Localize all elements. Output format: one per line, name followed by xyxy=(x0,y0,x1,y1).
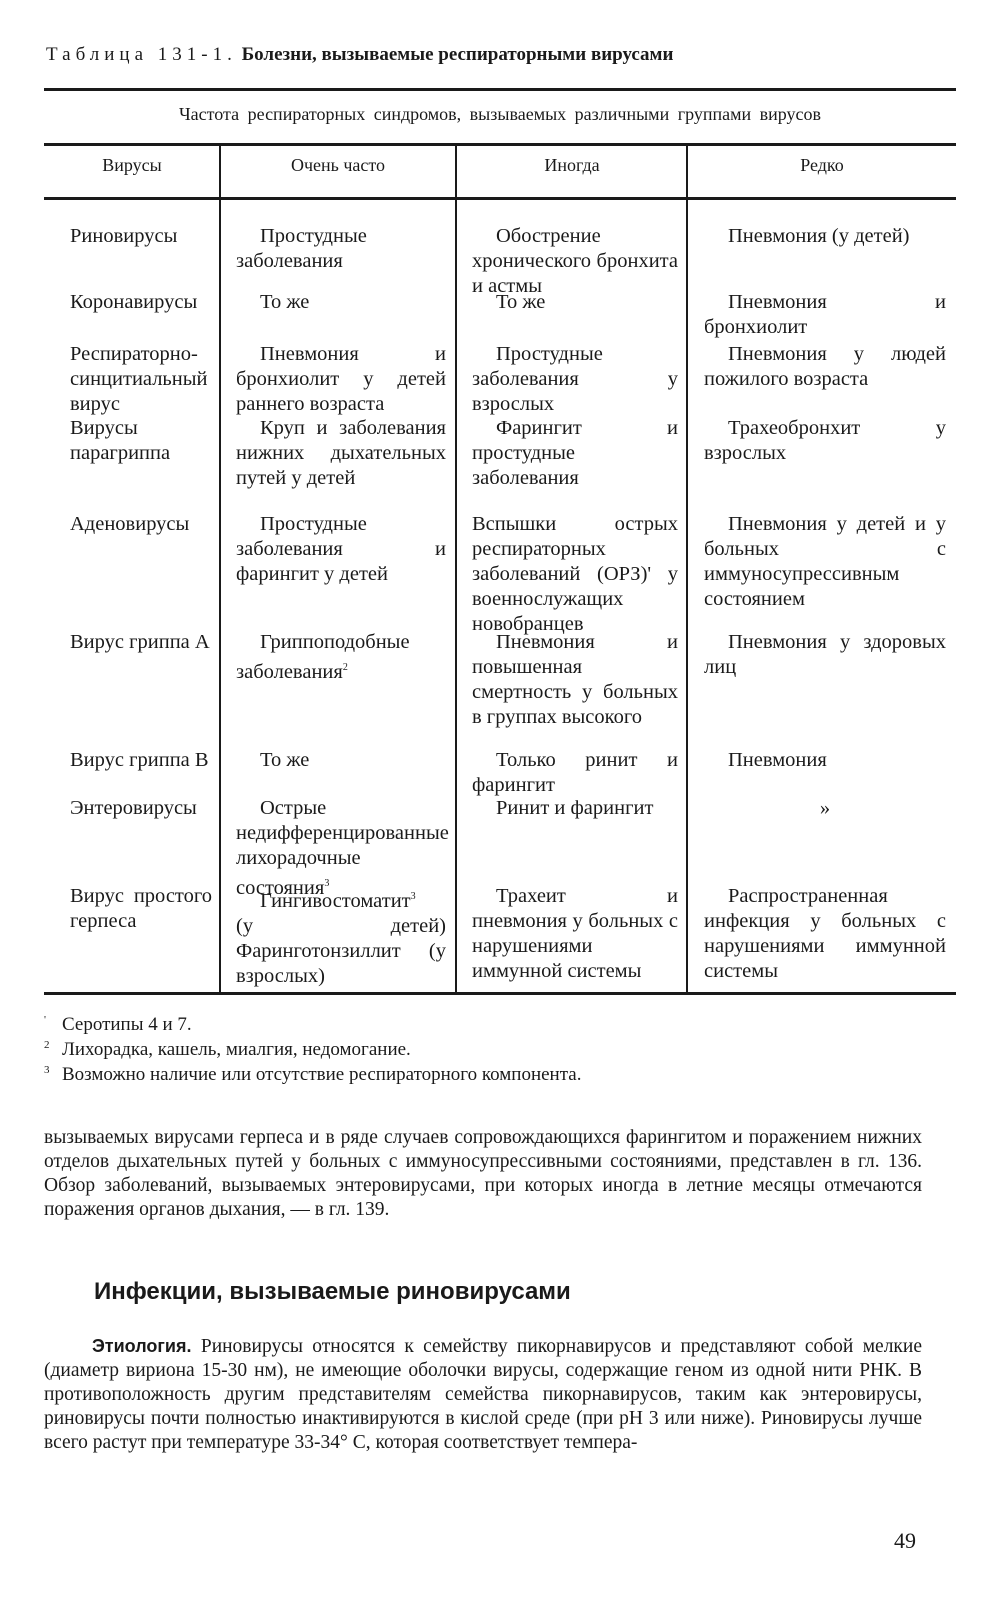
cell-very-often xyxy=(220,748,456,796)
cell-text: Трахеит и пневмония у больных с нарушениями иммунной системы xyxy=(472,885,678,982)
cell-text: Острые недифференцированные лихорадочные состояния xyxy=(236,797,449,899)
table-subtitle: Частота респираторных синдромов, вызываемых различными группами вирусов xyxy=(178,104,822,124)
cell-text: Распространенная инфекция у больных с нарушениями иммунной системы xyxy=(704,885,946,982)
cell-text: Пневмония у здоровых лиц xyxy=(704,631,946,678)
cell-text: То же xyxy=(496,291,546,313)
cell-text: Пневмония у людей пожилого возраста xyxy=(704,343,946,390)
cell-sometimes xyxy=(456,512,688,635)
cell-rarely xyxy=(688,512,956,630)
cell-virus: Вирусы парагриппа xyxy=(70,417,171,464)
cell-text: Пневмония (у детей) xyxy=(728,225,910,247)
cell-text: Ринит и фарингит xyxy=(496,797,654,819)
cell-text: Гингивостоматит xyxy=(260,889,411,912)
cell-text: Пневмония и бронхиолит xyxy=(704,291,946,338)
cell-rarely xyxy=(688,884,956,988)
table-row xyxy=(44,796,956,899)
header-bottom-rule xyxy=(44,197,956,200)
cell-sometimes xyxy=(456,630,688,748)
cell-text: Гриппоподобные заболевания xyxy=(236,631,410,683)
cell-virus: Коронавирусы xyxy=(70,291,198,313)
body-paragraph: вызываемых вирусами герпеса и в ряде случаев сопровождающихся фарингитом и поражением нижних отделов дыхательных путей у больных с иммуносупрессивными состояниями, представлен в гл. 136. Обзор заболеваний, вызываемых энтеровирусами, при которых иногда в летние месяцы отмечаются поражения органов дыхания, — в гл. 139. xyxy=(44,1127,922,1220)
cell-very-often xyxy=(220,884,456,988)
cell-text: Фарингит и простудные заболевания xyxy=(472,417,678,489)
cell-virus: Энтеровирусы xyxy=(70,797,197,819)
section-heading: Инфекции, вызываемые риновирусами xyxy=(94,1278,571,1305)
cell-text: Простудные заболевания и фарингит у детей xyxy=(236,513,446,585)
header-very-often: Очень часто xyxy=(290,155,386,175)
cell-very-often xyxy=(220,512,456,630)
paragraph-text: Риновирусы относятся к семейству пикорнавирусов и представляют собой мелкие (диаметр вириона 15-30 нм), не имеющие оболочки вирусы, содержащие геном из одной нити РНК. В противоположность другим представителям семейства пикорнавирусов, таким как энтеровирусы, риновирусы почти полностью инактивируются в кислой среде (при рН 3 или ниже). Риновирусы лучше всего растут при температуре 33-34° С, которая соответствует темпера- xyxy=(44,1336,922,1453)
cell-very-often xyxy=(220,290,456,342)
footnote-ref: 2 xyxy=(342,662,348,673)
footnote-text: Лихорадка, кашель, миалгия, недомогание. xyxy=(62,1039,411,1060)
cell-sometimes xyxy=(456,224,688,297)
footnote-text: Серотипы 4 и 7. xyxy=(62,1014,192,1035)
table-row xyxy=(44,416,956,512)
cell-rarely xyxy=(688,748,956,796)
cell-text: Вспышки острых респираторных заболеваний (ОРЗ)' у военнослужащих новобранцев xyxy=(472,513,678,635)
cell-text: Пневмония и бронхиолит у детей раннего возраста xyxy=(236,343,446,415)
cell-text: То же xyxy=(260,749,310,771)
table-caption-label: Таблица 131-1. xyxy=(46,44,237,65)
cell-rarely xyxy=(688,342,956,416)
cell-very-often xyxy=(220,630,456,748)
table-row xyxy=(44,290,956,342)
footnote xyxy=(44,1037,956,1062)
cell-text: » xyxy=(819,797,831,819)
page-number: 49 xyxy=(894,1528,916,1553)
cell-text: Трахеобронхит у взрослых xyxy=(704,417,946,464)
table-caption xyxy=(46,44,956,66)
table-bottom-rule xyxy=(44,992,956,995)
cell-rarely xyxy=(688,796,956,884)
footnote-ref: 3 xyxy=(410,891,416,902)
footnote-mark: ' xyxy=(44,1014,46,1026)
table-row xyxy=(44,748,956,796)
footnote xyxy=(44,1012,956,1037)
cell-virus: Риновирусы xyxy=(70,225,178,247)
table-row xyxy=(44,512,956,635)
footnotes xyxy=(44,1012,956,1087)
cell-text: Пневмония и повышенная смертность у больных в группах высокого xyxy=(472,631,678,728)
cell-virus: Респираторно-синцитиальный вирус xyxy=(70,343,208,415)
footnote-ref: 3 xyxy=(324,878,330,889)
table-header-row xyxy=(44,148,956,200)
cell-rarely xyxy=(688,290,956,342)
header-top-rule xyxy=(44,143,956,146)
etiology-paragraph xyxy=(44,1334,922,1455)
table-row xyxy=(44,224,956,297)
cell-very-often xyxy=(220,416,456,512)
table-top-rule xyxy=(44,88,956,91)
cell-sometimes xyxy=(456,884,688,988)
cell-very-often xyxy=(220,796,456,899)
footnote-text: Возможно наличие или отсутствие респираторного компонента. xyxy=(62,1064,582,1085)
table-row xyxy=(44,342,956,416)
cell-text: То же xyxy=(260,291,310,313)
cell-text: Круп и заболевания нижних дыхательных путей у детей xyxy=(236,417,446,489)
cell-virus: Аденовирусы xyxy=(70,513,190,535)
footnote-mark: 3 xyxy=(44,1064,50,1076)
cell-text: Обострение хронического бронхита и астмы xyxy=(472,225,678,297)
cell-sometimes xyxy=(456,416,688,512)
cell-sometimes xyxy=(456,342,688,416)
cell-text: Простудные заболевания xyxy=(236,225,367,272)
header-viruses: Вирусы xyxy=(102,155,162,175)
footnote-mark: 2 xyxy=(44,1039,50,1051)
cell-text-extra: (у детей) Фаринготонзиллит (у взрослых) xyxy=(236,914,446,987)
table-caption-title: Болезни, вызываемые респираторными вирусами xyxy=(241,44,674,65)
table-body xyxy=(44,224,956,988)
cell-very-often xyxy=(220,342,456,416)
cell-text: Пневмония xyxy=(728,749,827,771)
cell-virus: Вирус простого герпеса xyxy=(70,885,212,932)
cell-virus: Вирус гриппа В xyxy=(70,749,209,771)
table-row xyxy=(44,884,956,988)
cell-text: Простудные заболевания у взрослых xyxy=(472,343,678,415)
cell-rarely xyxy=(688,224,956,290)
table-row xyxy=(44,630,956,748)
cell-rarely xyxy=(688,416,956,512)
cell-text: Пневмония у детей и у больных с иммуносупрессивным состоянием xyxy=(704,513,946,610)
paragraph-lead: Этиология. xyxy=(92,1336,192,1356)
header-sometimes: Иногда xyxy=(544,155,600,175)
cell-virus: Вирус гриппа А xyxy=(70,631,210,653)
cell-sometimes xyxy=(456,748,688,796)
cell-very-often xyxy=(220,224,456,290)
cell-sometimes xyxy=(456,796,688,884)
cell-text: Только ринит и фарингит xyxy=(472,749,678,796)
cell-rarely xyxy=(688,630,956,748)
cell-sometimes xyxy=(456,290,688,342)
header-rarely: Редко xyxy=(800,155,844,175)
footnote xyxy=(44,1062,956,1087)
